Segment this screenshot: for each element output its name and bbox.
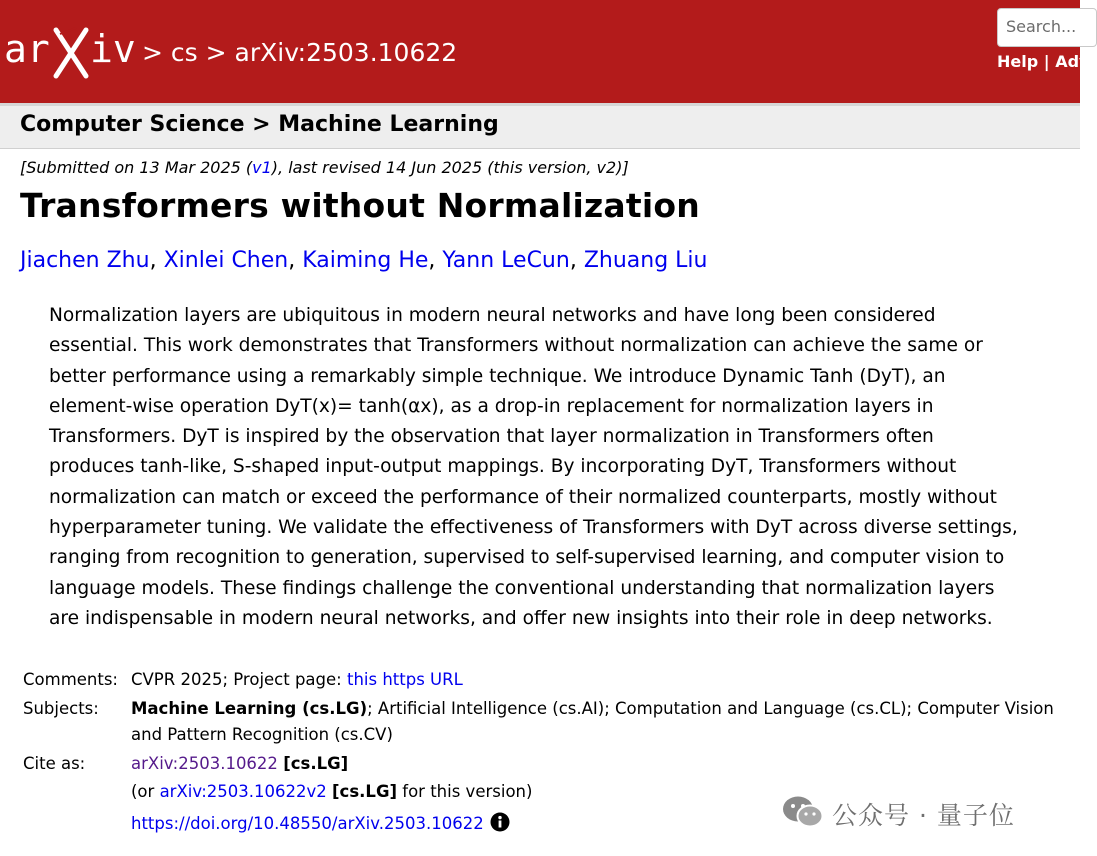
breadcrumb-sep: > <box>142 38 163 67</box>
help-sep: | <box>1043 52 1050 71</box>
v1-link[interactable]: v1 <box>252 158 272 177</box>
author-link[interactable]: Jiachen Zhu <box>20 248 150 273</box>
subjects-value <box>131 699 1054 718</box>
logo-x-accent <box>60 28 76 34</box>
primary-subject: Machine Learning (cs.LG) <box>131 699 368 718</box>
paper-title: Transformers without Normalization <box>20 186 700 225</box>
author-sep: , <box>288 248 296 273</box>
wechat-icon <box>782 794 824 830</box>
doi-row <box>131 812 510 833</box>
help-link[interactable]: Help <box>997 52 1039 71</box>
logo-text-ar: ar <box>4 27 50 71</box>
abstract-line: language models. These findings challenge the conventional understanding that normalization layers <box>49 577 995 599</box>
author-sep: , <box>428 248 436 273</box>
search-box <box>997 8 1097 47</box>
logo-text-iv: iv <box>90 27 136 71</box>
project-page-link[interactable]: this https URL <box>346 670 463 689</box>
abstract-line: ranging from recognition to generation, supervised to self-supervised learning, and computer vision to <box>49 547 1005 569</box>
subjects-value-cont: and Pattern Recognition (cs.CV) <box>131 725 393 744</box>
dateline-prefix: [Submitted on 13 Mar 2025 ( <box>20 158 253 177</box>
cite-v2-category: [cs.LG] <box>332 782 398 801</box>
author-sep: , <box>149 248 157 273</box>
breadcrumb <box>142 38 457 67</box>
cite-v2-suffix: for this version) <box>397 782 533 801</box>
abstract-line: produces tanh-like, S-shaped input-output mappings. By incorporating DyT, Transformers without <box>49 456 957 478</box>
cite-category: [cs.LG] <box>283 754 349 773</box>
info-icon[interactable] <box>490 812 510 832</box>
arxiv-logo[interactable] <box>4 24 136 80</box>
abstract-line: hyperparameter tuning. We validate the effectiveness of Transformers with DyT across diverse settings, <box>49 517 1018 539</box>
cite-label: Cite as: <box>23 754 86 773</box>
dateline-suffix: ), last revised 14 Jun 2025 (this version, v2)] <box>271 158 629 177</box>
breadcrumb-sep: > <box>205 38 227 67</box>
cite-id-link[interactable]: arXiv:2503.10622 <box>131 754 278 773</box>
comments-value <box>131 670 463 689</box>
watermark-text: 公众号 · 量子位 <box>832 801 1015 830</box>
author-list <box>20 248 707 273</box>
breadcrumb-cs[interactable]: cs <box>170 38 198 67</box>
cite-value <box>131 754 348 773</box>
advanced-search-link[interactable]: Adv <box>1055 52 1090 71</box>
cite-v2-link[interactable]: arXiv:2503.10622v2 <box>159 782 327 801</box>
abstract-line: element-wise operation DyT(x)= tanh(αx), as a drop-in replacement for normalization layers in <box>49 395 934 417</box>
abstract-line: are indispensable in modern neural networks, and offer new insights into their role in deep networks. <box>49 607 993 629</box>
abstract-line: better performance using a remarkably simple technique. We introduce Dynamic Tanh (DyT), an <box>49 365 946 387</box>
breadcrumb-paper-id[interactable]: arXiv:2503.10622 <box>234 38 458 67</box>
submission-dateline <box>20 158 629 177</box>
abstract-line: normalization can match or exceed the performance of their normalized counterparts, mostly without <box>49 486 997 508</box>
author-link[interactable]: Xinlei Chen <box>163 248 289 273</box>
abstract-line: Transformers. DyT is inspired by the observation that layer normalization in Transformers often <box>49 426 934 448</box>
comments-label: Comments: <box>23 670 118 689</box>
search-input[interactable] <box>1006 17 1086 36</box>
author-link[interactable]: Yann LeCun <box>442 248 570 273</box>
subject-heading: Computer Science > Machine Learning <box>20 112 499 137</box>
subjects-label: Subjects: <box>23 699 99 718</box>
author-link[interactable]: Zhuang Liu <box>583 248 708 273</box>
comments-text: CVPR 2025; Project page: <box>131 670 347 689</box>
abstract-line: Normalization layers are ubiquitous in modern neural networks and have long been considered <box>49 305 936 326</box>
author-link[interactable]: Kaiming He <box>302 248 429 273</box>
abstract-line: essential. This work demonstrates that Transformers without normalization can achieve the same or <box>49 335 983 357</box>
author-sep: , <box>569 248 577 273</box>
abstract <box>49 301 1049 634</box>
other-subjects: ; Artificial Intelligence (cs.AI); Computation and Language (cs.CL); Computer Vision <box>367 699 1054 718</box>
cite-version <box>131 782 532 801</box>
doi-link[interactable]: https://doi.org/10.48550/arXiv.2503.10622 <box>131 814 484 833</box>
help-links <box>997 52 1089 71</box>
cite-v2-prefix: (or <box>131 782 160 801</box>
